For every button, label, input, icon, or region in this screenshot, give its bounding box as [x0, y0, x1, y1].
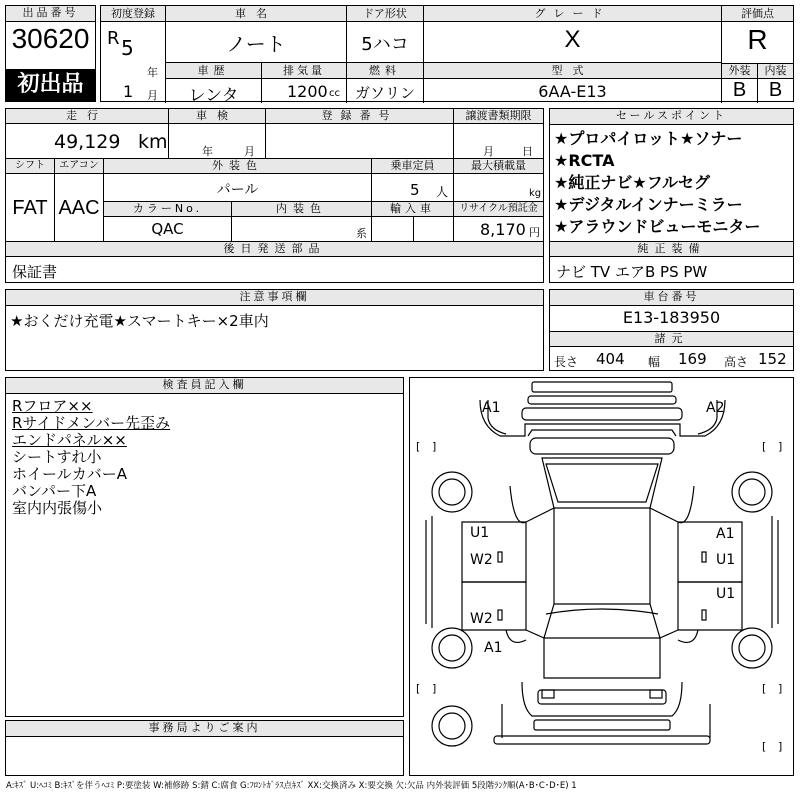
first-listing-badge: 初出品	[6, 69, 95, 101]
transfer-month-unit: 月	[483, 145, 494, 158]
month: 1	[123, 82, 134, 101]
capacity-header: 乗車定員	[372, 159, 453, 173]
fuel: ガソリン	[354, 84, 415, 102]
sales-point: ★純正ナビ★フルセグ	[554, 173, 711, 192]
svg-text:]: ]	[778, 682, 783, 695]
specs-header: 諸元	[550, 332, 793, 346]
interior-color-header: 内装色	[232, 202, 371, 216]
vehicle-info-block	[100, 5, 794, 106]
length: 404	[596, 350, 625, 368]
car-diagram	[410, 378, 793, 775]
era-year: 5	[121, 36, 134, 60]
svg-text:[: [	[416, 440, 421, 453]
first-reg-header: 初度登録	[101, 6, 165, 21]
equipment-items: ナビ TV エアB PS PW	[556, 263, 708, 281]
lot-number-header: 出品番号	[6, 6, 95, 22]
notes-text: ★おくだけ充電★スマートキー×2車内	[10, 312, 269, 330]
grade-header: グレード	[424, 6, 721, 21]
interior-grade: B	[768, 79, 783, 101]
inspection-header: 車検	[169, 109, 265, 123]
recycle-header: リサイクル預託金	[454, 202, 543, 216]
notes-header: 注意事項欄	[6, 290, 543, 306]
inspector-line: シートすれ小	[12, 448, 102, 466]
inspector-line: 室内内張傷小	[12, 499, 103, 517]
later-docs: 保証書	[12, 263, 58, 281]
inspector-line: バンパー下A	[12, 482, 97, 500]
chassis-number: E13-183950	[622, 308, 721, 327]
office-block	[5, 720, 404, 776]
lot-number-block	[5, 5, 96, 102]
score-header: 評価点	[722, 6, 793, 21]
height: 152	[758, 350, 787, 368]
svg-text:]: ]	[432, 682, 437, 695]
inspection-year-unit: 年	[202, 145, 213, 158]
svg-text:]: ]	[778, 440, 783, 453]
width: 169	[678, 350, 707, 368]
color: パール	[216, 182, 259, 198]
details-block	[5, 108, 544, 283]
month-unit: 月	[147, 89, 158, 102]
sales-point: ★アラウンドビューモニター	[554, 217, 761, 236]
recycle-unit: 円	[529, 226, 540, 239]
displacement-unit: cc	[329, 88, 340, 99]
shift: FAT	[12, 197, 48, 219]
height-label: 高さ	[724, 355, 749, 369]
door-header: ドア形状	[347, 6, 423, 21]
svg-text:]: ]	[778, 740, 783, 753]
ac-header: エアコン	[55, 159, 103, 173]
model-header: 型式	[424, 63, 721, 78]
svg-text:]: ]	[432, 440, 437, 453]
load-unit: kg	[529, 188, 542, 199]
fuel-header: 燃料	[347, 63, 423, 78]
sales-point: ★デジタルインナーミラー	[554, 195, 743, 214]
inspector-block	[5, 377, 404, 717]
lot-number: 30620	[11, 23, 90, 54]
transfer-day-unit: 日	[522, 145, 533, 158]
color-header: 外装色	[104, 159, 371, 173]
damage-mark: A1	[484, 640, 503, 656]
displacement: 1200	[287, 82, 328, 101]
mileage-header: 走行	[6, 109, 168, 123]
sales-points-block	[549, 108, 794, 283]
inspection-month-unit: 月	[244, 145, 255, 158]
inspector-line: エンドパネル××	[12, 431, 127, 449]
damage-mark: U1	[470, 525, 490, 541]
legend: A:ｷｽﾞ U:ﾍｺﾐ B:ｷｽﾞを伴うﾍｺﾐ P:要塗装 W:補修跡 S:錆 C:腐食 G:ﾌﾛﾝﾄｶﾞﾗｽ点ｷｽﾞ XX:交換済み X:要交換 欠:欠品 内外装評価 5段階ﾗﾝｸ順(A･B･C･D･E) 1	[6, 781, 577, 791]
car-diagram-block	[409, 377, 794, 776]
history-header: 車歴	[166, 63, 261, 78]
displacement-header: 排気量	[262, 63, 346, 78]
history: レンタ	[188, 86, 239, 106]
plate-header: 登録番号	[266, 109, 453, 123]
damage-mark: A2	[706, 400, 725, 416]
length-label: 長さ	[554, 355, 579, 369]
color-no: QAC	[151, 220, 184, 238]
car-name: ノート	[226, 32, 286, 56]
office-header: 事務局よりご案内	[6, 721, 403, 737]
interior-header: 内装	[758, 64, 793, 78]
score: R	[747, 24, 768, 55]
inspector-header: 検査員記入欄	[6, 378, 403, 394]
era: R	[107, 28, 120, 49]
recycle: 8,170	[480, 220, 526, 239]
sales-points-header: セールスポイント	[550, 109, 793, 125]
model: 6AA-E13	[538, 82, 607, 101]
shift-header: シフト	[6, 159, 54, 173]
damage-mark: U1	[716, 586, 736, 602]
later-docs-header: 後日発送部品	[6, 242, 543, 256]
year-unit: 年	[147, 66, 158, 79]
damage-mark: A1	[482, 400, 501, 416]
sales-point: ★RCTA	[554, 151, 615, 170]
damage-mark: A1	[716, 526, 735, 542]
exterior-header: 外装	[722, 64, 757, 78]
inspector-line: ホイールカバーA	[12, 465, 127, 483]
notes-block	[5, 289, 544, 371]
svg-text:[: [	[762, 740, 767, 753]
color-no-header: カラーNo.	[104, 202, 231, 216]
svg-text:[: [	[416, 682, 421, 695]
mileage: 49,129	[54, 131, 121, 153]
inspector-lines	[6, 398, 170, 517]
chassis-header: 車台番号	[550, 290, 793, 306]
inspector-line: Rフロア××	[12, 397, 93, 415]
car-name-header: 車名	[166, 6, 346, 21]
damage-mark: W2	[470, 611, 493, 627]
chassis-block	[549, 289, 794, 371]
damage-mark: U1	[716, 552, 736, 568]
door-type: 5ハコ	[361, 34, 409, 55]
capacity-unit: 人	[436, 185, 449, 199]
mileage-unit: km	[138, 131, 168, 153]
inspector-line: Rサイドメンバー先歪み	[12, 414, 171, 432]
import-header: 輸入車	[372, 202, 453, 216]
capacity: 5	[410, 181, 420, 199]
svg-text:[: [	[762, 440, 767, 453]
width-label: 幅	[648, 355, 661, 369]
equipment-header: 純正装備	[550, 242, 793, 256]
sales-point: ★プロパイロット★ソナー	[554, 129, 743, 148]
interior-color-unit: 系	[356, 227, 367, 240]
grade: X	[564, 26, 581, 53]
damage-mark: W2	[470, 552, 493, 568]
ac: AAC	[58, 197, 100, 219]
sales-points-list	[550, 128, 760, 238]
exterior-grade: B	[732, 79, 747, 101]
load-header: 最大積載量	[454, 159, 543, 173]
transfer-header: 譲渡書類期限	[454, 109, 543, 123]
svg-text:[: [	[762, 682, 767, 695]
